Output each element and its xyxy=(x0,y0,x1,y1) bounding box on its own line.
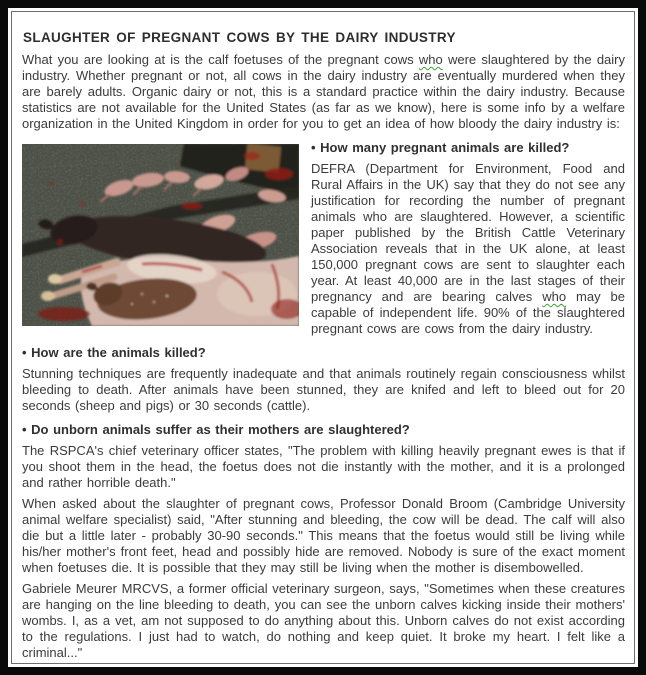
meurer-quote-paragraph: Gabriele Meurer MRCVS, a former official veterinary surgeon, says, "Sometimes when these creatures are hanging on the line bleeding to death, you can see the unborn calves kicking inside their mothers' wombs. I, as a vet, am not supposed to do anything about this. Unborn calves do not exist according to the regulations. I just had to watch, do nothing and keep quiet. It broke my heart. I felt like a criminal..." xyxy=(22,581,625,660)
defra-text-1: DEFRA (Department for Environment, Food and Rural Affairs in the UK) say that they do not see any justification for recording the number of pregnant animals who are slaughtered. However, a scientific paper published by the British Cattle Veterinary Association reveals that in the UK alone, at least 150,000 pregnant cows are sent to slaughter each year. At least 40,000 are in the last stages of their pregnancy and are bearing calves xyxy=(311,161,625,304)
photo-illustration xyxy=(22,144,299,326)
answer-how-killed-paragraph: Stunning techniques are frequently inadequate and that animals routinely regain consciousness whilst bleeding to death. After animals have been stunned, they are knifed and left to bleed out for 20 seconds (sheep and pigs) or 30 seconds (cattle). xyxy=(22,366,625,413)
defra-text-2: may be capable of independent life. 90% of the slaughtered pregnant cows are cows from the dairy industry. xyxy=(311,289,625,336)
intro-paragraph xyxy=(22,52,625,132)
intro-text-2: were slaughtered by the dairy industry. Whether pregnant or not, all cows in the dairy industry are eventually murdered when they are barely adults. Organic dairy or not, this is a standard practice within the dairy industry. Because statistics are not available for the United States (as far as we know), here is some info by a welfare organization in the United Kingdom in order for you to get an idea of how bloody the dairy industry is: xyxy=(22,52,626,131)
intro-text-1: What you are looking at is the calf foetuses of the pregnant cows xyxy=(22,52,419,67)
question-how-killed: • How are the animals killed? xyxy=(22,345,206,360)
page-title: SLAUGHTER OF PREGNANT COWS BY THE DAIRY INDUSTRY xyxy=(23,30,456,45)
spellcheck-flagged-word: who xyxy=(418,52,443,67)
slaughterhouse-photo xyxy=(22,144,299,326)
content-area xyxy=(11,11,635,664)
spellcheck-flagged-word: who xyxy=(542,289,567,304)
broom-quote-paragraph: When asked about the slaughter of pregnant cows, Professor Donald Broom (Cambridge University animal welfare specialist) said, "After stunning and bleeding, the cow will be dead. The calf will also die but a little later - probably 30-90 seconds." This means that the foetus would still be living while his/her mother's front feet, head and possibly hide are removed. Nobody is sure of the exact moment when foetuses die. It is possible that they may still be living when the mother is disembowelled. xyxy=(22,496,625,575)
rspca-quote-paragraph: The RSPCA's chief veterinary officer states, "The problem with killing heavily pregnant ewes is that if you shoot them in the head, the foetus does not die instantly with the mother, and it is a prolonged and rather horrible death." xyxy=(22,443,625,490)
question-how-many-killed: • How many pregnant animals are killed? xyxy=(311,140,570,155)
question-unborn-suffer: • Do unborn animals suffer as their mothers are slaughtered? xyxy=(22,422,410,437)
